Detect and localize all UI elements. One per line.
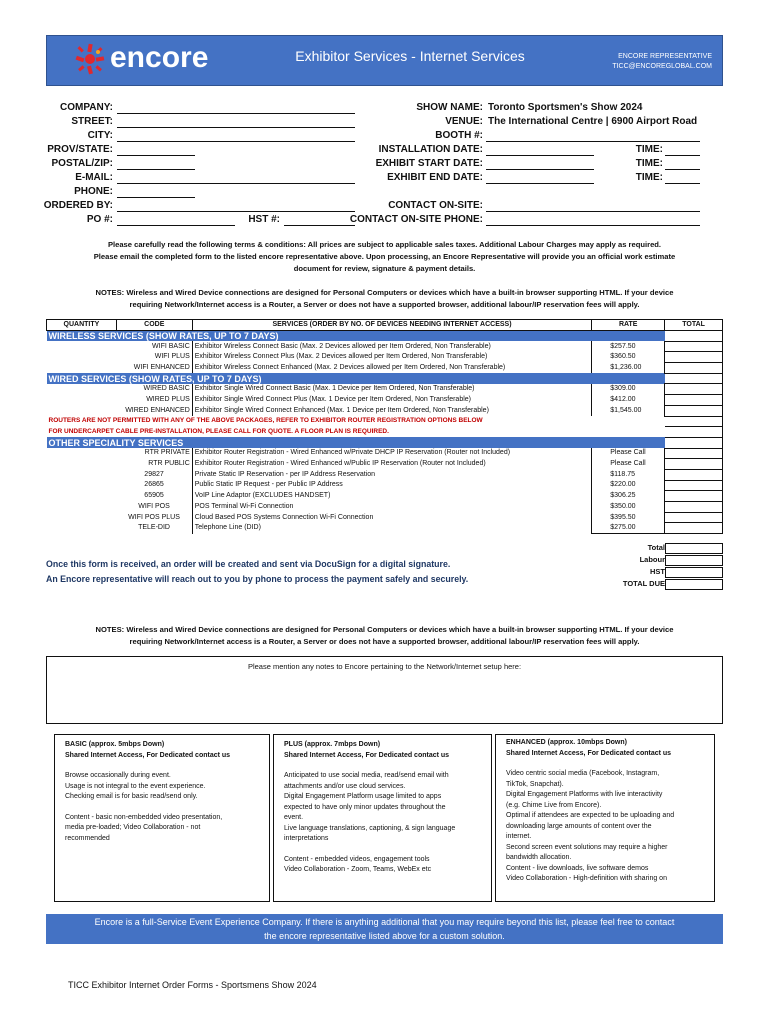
package-line: Checking email is for basic read/send only. [65, 793, 198, 800]
package-enhanced [495, 734, 715, 902]
package-title: ENHANCED (approx. 10mbps Down) [506, 739, 627, 746]
package-line: attachments and/or use cloud services. [284, 782, 406, 790]
section-header [47, 373, 723, 384]
total-cell[interactable] [665, 363, 723, 374]
package-title: BASIC (approx. 5mbps Down) [65, 741, 165, 748]
labour-field[interactable] [665, 555, 723, 566]
service-cell: Exhibitor Single Wired Connect Basic (Max. 1 Device per Item Ordered, Non Transferable) [192, 384, 592, 395]
warning-row [47, 416, 723, 427]
table-row[interactable] [47, 469, 723, 480]
package-line: Video Collaboration - Zoom, Teams, WebEx etc [284, 866, 432, 873]
total-due-field[interactable] [665, 579, 723, 590]
install-date-label: INSTALLATION DATE: [378, 144, 483, 155]
package-line: (e.g. Chime Live from Encore). [506, 801, 602, 809]
start-time-field[interactable] [665, 169, 700, 170]
show-name-label: SHOW NAME: [416, 102, 483, 113]
service-cell: Exhibitor Wireless Connect Enhanced (Max. 2 Devices allowed per Item Ordered, Non Transferable) [192, 363, 592, 374]
service-cell: Exhibitor Router Registration - Wired Enhanced w/Private DHCP IP Reservation (Router not Included) [192, 448, 592, 459]
company-label: COMPANY: [60, 102, 113, 113]
code-cell: RTR PRIVATE [144, 449, 190, 457]
code-cell: WIFI POS PLUS [128, 513, 180, 521]
hst-total-field[interactable] [665, 567, 723, 578]
package-line: Optimal if attendees are expected to be uploading and [506, 812, 675, 819]
package-line: Video centric social media (Facebook, Instagram, [506, 770, 660, 777]
col-total: TOTAL [665, 320, 723, 331]
col-code: CODE [116, 320, 192, 331]
contact-field[interactable] [486, 211, 700, 212]
rate-cell: $395.50 [592, 512, 665, 523]
total-label: Total [647, 543, 665, 552]
terms-line: document for review, signature & payment details. [293, 264, 476, 273]
ordered-by-label: ORDERED BY: [43, 200, 113, 211]
notes-top [46, 287, 723, 311]
phone-label: PHONE: [74, 186, 113, 197]
rate-cell: $306.25 [592, 491, 665, 502]
qty-cell[interactable] [47, 512, 117, 523]
footer-banner-line: Encore is a full-Service Event Experience Company. If there is anything additional that you may require beyond this list, please feel free to contact [94, 917, 675, 927]
terms-line: Please email the completed form to the listed encore representative above. Upon processing, an Encore Representative will provide you an official work estimate [93, 252, 676, 261]
table-row[interactable] [47, 448, 723, 459]
qty-cell[interactable] [47, 448, 117, 459]
docusign-text [46, 557, 566, 587]
footer-banner [46, 914, 723, 944]
contact-phone-field[interactable] [486, 225, 700, 226]
ordered-by-field[interactable] [117, 211, 355, 212]
table-row[interactable] [47, 384, 723, 395]
po-label: PO #: [86, 214, 113, 225]
total-field[interactable] [665, 543, 723, 554]
qty-cell[interactable] [47, 480, 117, 491]
table-header-row [47, 320, 723, 331]
rep-label: ENCORE REPRESENTATIVE [618, 53, 712, 60]
total-cell[interactable] [665, 459, 723, 470]
table-row[interactable] [47, 395, 723, 406]
qty-cell[interactable] [47, 491, 117, 502]
service-cell: POS Terminal Wi-Fi Connection [192, 502, 592, 513]
qty-cell[interactable] [47, 523, 117, 534]
order-table [46, 319, 723, 534]
package-line: Digital Engagement Platform usage limited to apps [284, 793, 442, 800]
table-row[interactable] [47, 352, 723, 363]
service-cell: Exhibitor Router Registration - Wired Enhanced w/Public IP Reservation (Router not Included) [192, 459, 592, 470]
col-services: SERVICES (ORDER BY NO. OF DEVICES NEEDING INTERNET ACCESS) [192, 320, 592, 331]
rate-cell: $360.50 [592, 352, 665, 363]
table-row[interactable] [47, 502, 723, 513]
hst-field[interactable] [284, 225, 355, 226]
labour-label: Labour [639, 555, 665, 564]
package-line [65, 803, 259, 813]
total-cell[interactable] [665, 512, 723, 523]
email-label: E-MAIL: [75, 172, 113, 183]
start-date-label: EXHIBIT START DATE: [375, 158, 483, 169]
code-cell: TELE-DID [138, 524, 170, 532]
encore-logo-icon [70, 40, 110, 78]
end-date-field[interactable] [486, 183, 594, 184]
terms-text [46, 239, 723, 275]
package-basic [54, 734, 270, 902]
docusign-line: An Encore representative will reach out to you by phone to process the payment safely and securely. [46, 574, 469, 584]
notes-textarea[interactable] [46, 656, 723, 724]
qty-cell[interactable] [47, 341, 117, 352]
qty-cell[interactable] [47, 502, 117, 513]
total-cell[interactable] [665, 384, 723, 395]
rate-cell: $1,545.00 [592, 405, 665, 416]
city-label: CITY: [87, 130, 113, 141]
router-warning: ROUTERS ARE NOT PERMITTED WITH ANY OF THE ABOVE PACKAGES, REFER TO EXHIBITOR ROUTER REGISTRATION OPTIONS BELOW [48, 417, 483, 425]
qty-cell[interactable] [47, 395, 117, 406]
code-cell: 26865 [144, 481, 164, 489]
qty-cell[interactable] [47, 384, 117, 395]
street-label: STREET: [71, 116, 113, 127]
wired-section-title: WIRED SERVICES (SHOW RATES, UP TO 7 DAYS) [47, 373, 665, 384]
table-row[interactable] [47, 523, 723, 534]
code-cell: 29827 [144, 470, 164, 478]
package-line: Content - basic non-embedded video presentation, [65, 813, 223, 821]
page-title: Exhibitor Services - Internet Services [295, 48, 525, 64]
rate-cell: $1,236.00 [592, 363, 665, 374]
col-rate: RATE [592, 320, 665, 331]
code-cell: WIFI POS [138, 502, 170, 510]
service-cell: Private Static IP Reservation - per IP Address Reservation [192, 469, 592, 480]
prov-label: PROV/STATE: [47, 144, 113, 155]
package-line: TikTok, Snapchat). [506, 780, 564, 788]
code-cell: WIRED BASIC [143, 385, 190, 393]
warning-row [47, 427, 723, 438]
package-title: PLUS (approx. 7mbps Down) [284, 741, 381, 748]
total-cell[interactable] [665, 352, 723, 363]
footer-banner-line: the encore representative listed above for a custom solution. [264, 931, 505, 941]
rate-cell: Please Call [592, 448, 665, 459]
table-row[interactable] [47, 512, 723, 523]
package-line: interpretations [284, 835, 329, 842]
booth-field[interactable] [486, 141, 700, 142]
package-line: downloading large amounts of content over the [506, 822, 652, 830]
prov-field[interactable] [117, 155, 195, 156]
notes-line: NOTES: Wireless and Wired Device connections are designed for Personal Computers or devices which have a built-in browser supporting HTML. If your device [95, 288, 674, 297]
total-cell[interactable] [665, 448, 723, 459]
package-line: internet. [506, 833, 532, 840]
city-field[interactable] [117, 141, 355, 142]
venue-label: VENUE: [445, 116, 483, 127]
company-field[interactable] [117, 113, 355, 114]
package-line: bandwidth allocation. [506, 854, 572, 861]
table-row[interactable] [47, 363, 723, 374]
rate-cell: $350.00 [592, 502, 665, 513]
booth-label: BOOTH #: [435, 130, 483, 141]
rate-cell: $275.00 [592, 523, 665, 534]
total-cell[interactable] [665, 480, 723, 491]
package-line: event. [284, 814, 304, 821]
package-line: Live language translations, captioning, & sign language [284, 824, 456, 832]
package-line: recommended [65, 834, 110, 842]
start-time-label: TIME: [635, 158, 663, 169]
package-line: Digital Engagement Platforms with live interactivity [506, 791, 663, 798]
rate-cell: $220.00 [592, 480, 665, 491]
end-date-label: EXHIBIT END DATE: [387, 172, 483, 183]
show-name-value: Toronto Sportsmen's Show 2024 [488, 102, 643, 113]
notes-box-label: Please mention any notes to Encore pertaining to the Network/Internet setup here: [247, 662, 522, 671]
total-cell[interactable] [665, 341, 723, 352]
terms-line: Please carefully read the following terms & conditions: All prices are subject to applicable sales taxes. Additional Labour Charges may apply as required. [107, 240, 662, 249]
notes-line: requiring Network/Internet access is a Router, a Server or does not have a supported browser, additional labour/IP reservation fees will apply. [129, 637, 640, 646]
code-cell: WIFI ENHANCED [133, 363, 190, 371]
total-cell[interactable] [665, 405, 723, 416]
service-cell: Telephone Line (DID) [192, 523, 592, 534]
install-time-label: TIME: [635, 144, 663, 155]
package-line: Video Collaboration - High-definition with sharing on [506, 875, 667, 882]
install-time-field[interactable] [665, 155, 700, 156]
code-cell: WIRED ENHANCED [125, 406, 190, 414]
end-time-field[interactable] [665, 183, 700, 184]
col-quantity: QUANTITY [47, 320, 117, 331]
code-cell: WIFI BASIC [152, 342, 190, 350]
page-footer: TICC Exhibitor Internet Order Forms - Sportsmens Show 2024 [68, 980, 317, 990]
logo-wordmark: encore [110, 41, 209, 74]
package-line: Anticipated to use social media, read/send email with [284, 772, 449, 779]
contact-phone-label: CONTACT ON-SITE PHONE: [349, 214, 483, 225]
table-row[interactable] [47, 405, 723, 416]
package-line: Browse occasionally during event. [65, 772, 171, 779]
phone-field[interactable] [117, 197, 195, 198]
qty-cell[interactable] [47, 469, 117, 480]
rate-cell: $257.50 [592, 341, 665, 352]
total-due-label: TOTAL DUE [622, 579, 665, 588]
total-cell[interactable] [665, 395, 723, 406]
package-line: Second screen event solutions may require a higher [506, 843, 668, 851]
code-cell: WIRED PLUS [146, 395, 190, 403]
qty-cell[interactable] [47, 405, 117, 416]
install-date-field[interactable] [486, 155, 594, 156]
service-cell: Cloud Based POS Systems Connection Wi-Fi Connection [192, 512, 592, 523]
code-cell: WIFI PLUS [154, 353, 190, 361]
po-field[interactable] [117, 225, 235, 226]
package-subtitle: Shared Internet Access, For Dedicated contact us [506, 749, 672, 757]
docusign-line: Once this form is received, an order will be created and sent via DocuSign for a digital signature. [46, 559, 451, 569]
service-cell: Public Static IP Request - per Public IP Address [192, 480, 592, 491]
postal-label: POSTAL/ZIP: [51, 158, 113, 169]
notes-line: requiring Network/Internet access is a Router, a Server or does not have a supported browser, additional labour/IP reservation fees will apply. [129, 300, 640, 309]
street-field[interactable] [117, 127, 355, 128]
package-plus [273, 734, 492, 902]
code-cell: 65905 [144, 492, 164, 500]
package-subtitle: Shared Internet Access, For Dedicated contact us [284, 751, 450, 759]
package-line: expected to have only minor updates throughout the [284, 803, 446, 811]
table-row[interactable] [47, 459, 723, 470]
venue-value: The International Centre | 6900 Airport Road [488, 116, 698, 127]
rep-email[interactable]: TICC@ENCOREGLOBAL.COM [612, 63, 712, 70]
start-date-field[interactable] [486, 169, 594, 170]
package-line: Content - embedded videos, engagement tools [284, 855, 430, 863]
service-cell: Exhibitor Single Wired Connect Plus (Max. 1 Device per Item Ordered, Non Transferable) [192, 395, 592, 406]
hst-total-label: HST [650, 567, 665, 576]
total-cell[interactable] [665, 491, 723, 502]
undercarpet-warning: FOR UNDERCARPET CABLE PRE-INSTALLATION, PLEASE CALL FOR QUOTE. A FLOOR PLAN IS REQUIRED. [48, 428, 389, 436]
postal-field[interactable] [117, 169, 195, 170]
package-line: Usage is not integral to the event experience. [65, 782, 206, 790]
email-field[interactable] [117, 183, 355, 184]
other-section-title: OTHER SPECIALITY SERVICES [47, 437, 665, 448]
notes-line: NOTES: Wireless and Wired Device connections are designed for Personal Computers or devices which have a built-in browser supporting HTML. If your device [95, 625, 674, 634]
package-line [284, 845, 481, 855]
notes-bottom [46, 624, 723, 648]
total-cell[interactable] [665, 523, 723, 534]
code-cell: RTR PUBLIC [148, 460, 190, 468]
table-row[interactable] [47, 491, 723, 502]
section-header [47, 437, 723, 448]
section-header [47, 331, 723, 342]
service-cell: VoIP Line Adaptor (EXCLUDES HANDSET) [192, 491, 592, 502]
package-line: media pre-loaded; Video Collaboration - not [65, 824, 201, 831]
total-cell[interactable] [665, 502, 723, 513]
rep-contact [560, 52, 712, 72]
hst-label: HST #: [248, 214, 280, 225]
rate-cell: $118.75 [592, 469, 665, 480]
qty-cell[interactable] [47, 459, 117, 470]
contact-label: CONTACT ON-SITE: [388, 200, 483, 211]
package-line: Content - live downloads, live software demos [506, 864, 649, 872]
table-row[interactable] [47, 341, 723, 352]
rate-cell: Please Call [592, 459, 665, 470]
wireless-section-title: WIRELESS SERVICES (SHOW RATES, UP TO 7 DAYS) [47, 331, 665, 342]
service-cell: Exhibitor Single Wired Connect Enhanced (Max. 1 Device per Item Ordered, Non Transferable) [192, 405, 592, 416]
end-time-label: TIME: [635, 172, 663, 183]
qty-cell[interactable] [47, 352, 117, 363]
rate-cell: $309.00 [592, 384, 665, 395]
package-subtitle: Shared Internet Access, For Dedicated contact us [65, 751, 231, 759]
total-cell[interactable] [665, 469, 723, 480]
service-cell: Exhibitor Wireless Connect Basic (Max. 2 Devices allowed per Item Ordered, Non Transferable) [192, 341, 592, 352]
table-row[interactable] [47, 480, 723, 491]
service-cell: Exhibitor Wireless Connect Plus (Max. 2 Devices allowed per Item Ordered, Non Transferable) [192, 352, 592, 363]
rate-cell: $412.00 [592, 395, 665, 406]
qty-cell[interactable] [47, 363, 117, 374]
